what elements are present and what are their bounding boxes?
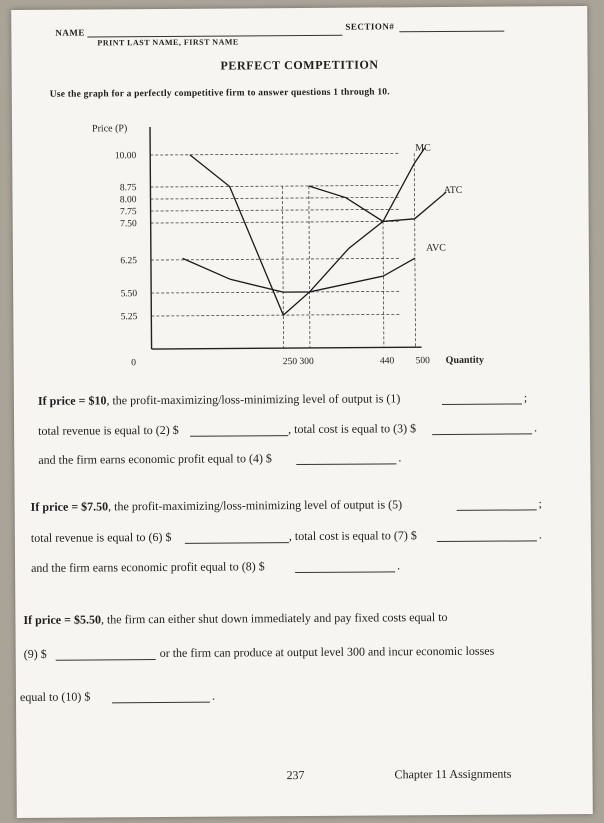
axis-layer	[150, 125, 422, 349]
series-label-atc: ATC	[443, 184, 463, 197]
y-tick-label: 5.50	[120, 289, 138, 300]
q5-text: , the profit-maximizing/loss-minimizing level of output is (5)	[108, 497, 403, 514]
q9-intro: , the firm can either shut down immediately and pay fixed costs equal to	[100, 609, 448, 627]
y-gridline	[151, 209, 399, 211]
q7-end: .	[538, 527, 542, 542]
section-label: SECTION#	[345, 21, 395, 32]
section-field[interactable]	[399, 31, 504, 33]
q5-end: ;	[538, 496, 543, 511]
q1-end: ;	[523, 390, 528, 405]
cost-curves-chart	[72, 115, 494, 378]
answer-8-field[interactable]	[295, 571, 395, 573]
q9-rest: or the firm can produce at output level 300 and incur economic losses	[159, 643, 495, 660]
q5-price: $7.50	[81, 499, 109, 514]
q8-end: .	[397, 558, 401, 573]
x-gridline	[383, 221, 384, 347]
y-axis-line	[150, 127, 152, 349]
answer-6-field[interactable]	[185, 542, 289, 544]
curve-avc	[183, 257, 416, 293]
y-axis-label: Price (P)	[91, 123, 128, 135]
y-gridline	[151, 197, 399, 199]
y-gridline	[151, 291, 399, 293]
x-tick-label: 0	[131, 358, 137, 369]
page-title: PERFECT COMPETITION	[220, 57, 379, 73]
q2-text: total revenue is equal to (2) $	[38, 422, 179, 438]
q5-lead: If price =	[30, 499, 82, 514]
y-gridline	[151, 258, 399, 260]
q1-text: , the profit-maximizing/loss-minimizing level of output is (1)	[106, 391, 401, 408]
q4-end: .	[398, 450, 402, 465]
series-label-avc: AVC	[426, 242, 447, 254]
grid-layer	[150, 153, 415, 349]
answer-1-field[interactable]	[442, 403, 522, 405]
q6-text: total revenue is equal to (6) $	[30, 529, 172, 545]
q9-lead: If price =	[23, 612, 74, 627]
x-tick-label: 500	[415, 356, 430, 367]
q8-text: and the firm earns economic profit equal to (8) $	[31, 559, 265, 575]
q1-price: $10	[88, 393, 107, 408]
x-tick-label: 440	[379, 356, 395, 367]
answer-3-field[interactable]	[432, 433, 532, 435]
y-tick-label: 8.00	[119, 195, 137, 206]
y-gridline	[151, 314, 399, 316]
answer-9-field[interactable]	[56, 659, 156, 661]
x-tick-label: 250 300	[282, 356, 314, 368]
q7-text: , total cost is equal to (7) $	[288, 528, 417, 544]
series-label-mc: MC	[415, 142, 431, 154]
q9-price: $5.50	[73, 612, 101, 627]
y-gridline	[151, 221, 399, 223]
page-number: 237	[286, 767, 305, 783]
q3-end: .	[534, 420, 538, 435]
y-tick-label: 7.50	[120, 219, 137, 230]
worksheet-page	[11, 6, 593, 818]
x-gridline	[309, 186, 310, 348]
q4-text: and the firm earns economic profit equal to (4) $	[38, 451, 272, 467]
answer-4-field[interactable]	[296, 463, 396, 465]
q10-end: .	[211, 688, 216, 703]
question-1	[38, 391, 401, 409]
question-9	[23, 610, 447, 628]
x-axis-line	[152, 347, 422, 349]
print-name-hint: PRINT LAST NAME, FIRST NAME	[97, 37, 239, 48]
answer-10-field[interactable]	[112, 702, 210, 704]
q9-text: (9) $	[23, 646, 47, 661]
curve-mc	[190, 148, 426, 316]
y-tick-label: 6.25	[120, 256, 137, 267]
answer-7-field[interactable]	[437, 540, 537, 542]
y-tick-label: 7.75	[119, 207, 137, 218]
question-5	[31, 497, 403, 515]
y-tick-label: 5.25	[120, 312, 138, 323]
y-gridline	[150, 185, 398, 187]
q3-text: , total cost is equal to (3) $	[288, 421, 417, 437]
name-label: NAME	[55, 27, 85, 38]
y-gridline	[150, 153, 398, 155]
y-tick-label: 10.00	[114, 151, 137, 162]
curve-atc	[309, 185, 447, 222]
x-axis-label: Quantity	[445, 354, 485, 366]
answer-5-field[interactable]	[457, 509, 537, 511]
x-gridline	[414, 153, 415, 347]
q10-text: equal to (10) $	[19, 689, 91, 704]
y-tick-label: 8.75	[119, 183, 137, 194]
q1-lead: If price =	[37, 393, 89, 408]
instructions: Use the graph for a perfectly competitive firm to answer questions 1 through 10.	[49, 87, 390, 100]
answer-2-field[interactable]	[190, 435, 288, 437]
chapter-label: Chapter 11 Assignments	[394, 766, 512, 782]
curve-layer	[182, 148, 447, 316]
